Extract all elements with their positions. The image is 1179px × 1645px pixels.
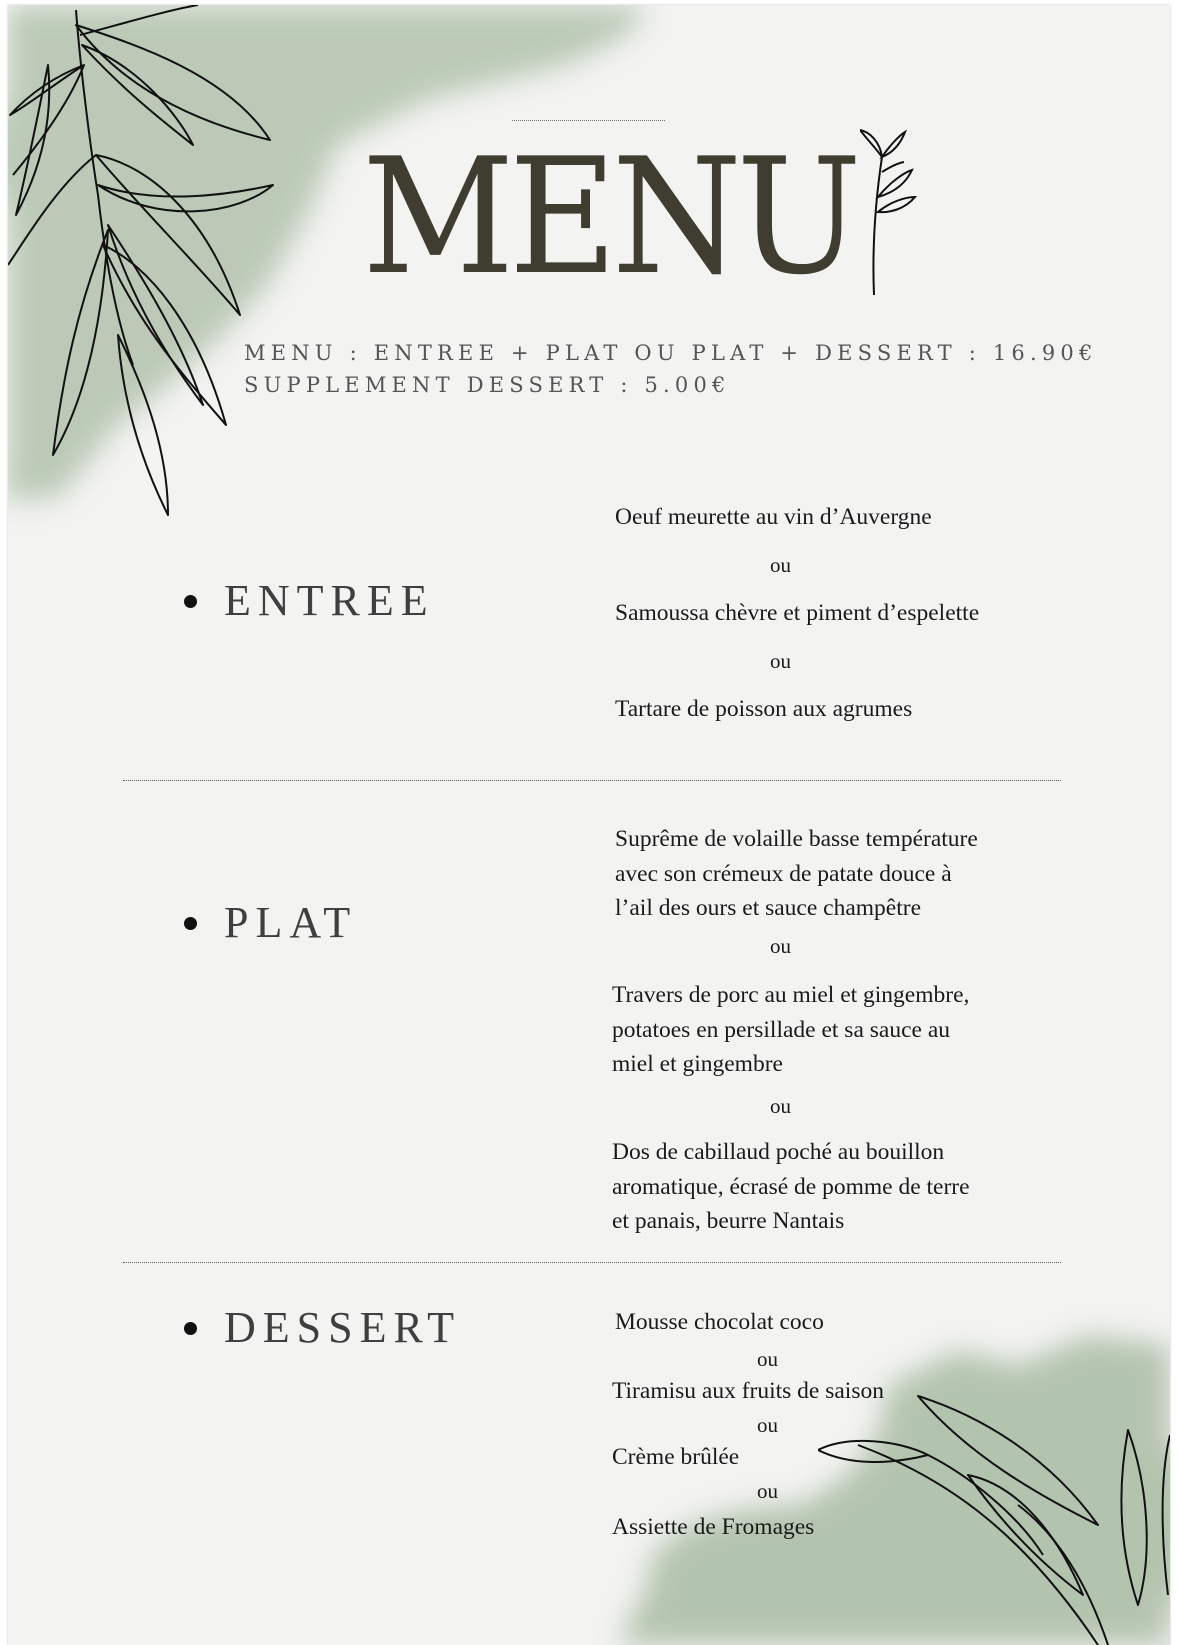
page-title: MENU: [362, 123, 857, 310]
section-divider: [123, 780, 1061, 781]
or-separator: ou: [770, 553, 791, 577]
or-separator: ou: [770, 1094, 791, 1118]
or-separator: ou: [757, 1347, 778, 1371]
dessert-item: Tiramisu aux fruits de saison: [612, 1378, 884, 1404]
dessert-item: Mousse chocolat coco: [615, 1309, 824, 1335]
dessert-supplement-line: SUPPLEMENT DESSERT : 5.00€: [244, 373, 731, 397]
leaf-branch-bottom-right: [818, 1395, 1170, 1645]
sprig-icon: [860, 127, 920, 302]
plat-item: Suprême de volaille basse température avec son crémeux de patate douce à l’ail des ours et sauce champêtre: [615, 826, 978, 921]
section-heading-entree: [184, 575, 435, 626]
or-separator: ou: [757, 1479, 778, 1503]
entree-item: Oeuf meurette au vin d’Auvergne: [615, 504, 932, 530]
section-label: ENTREE: [224, 576, 435, 625]
section-label: DESSERT: [224, 1303, 462, 1352]
bullet-icon: [184, 1322, 197, 1335]
menu-page: [8, 5, 1170, 1645]
bullet-icon: [184, 595, 197, 608]
bullet-icon: [184, 917, 197, 930]
plat-item: Travers de porc au miel et gingembre, potatoes en persillade et sa sauce au miel et gingembre: [612, 982, 970, 1077]
or-separator: ou: [757, 1413, 778, 1437]
plat-item: Dos de cabillaud poché au bouillon aromatique, écrasé de pomme de terre et panais, beurre Nantais: [612, 1139, 970, 1234]
section-label: PLAT: [224, 898, 358, 947]
section-divider: [123, 1262, 1061, 1263]
or-separator: ou: [770, 649, 791, 673]
or-separator: ou: [770, 934, 791, 958]
menu-price-line: MENU : ENTREE + PLAT OU PLAT + DESSERT : 16.90€: [244, 341, 1098, 365]
entree-item: Samoussa chèvre et piment d’espelette: [615, 600, 980, 626]
dessert-item: Crème brûlée: [612, 1444, 740, 1470]
section-heading-plat: [184, 897, 357, 948]
leaf-branch-top-left: [8, 5, 308, 545]
entree-item: Tartare de poisson aux agrumes: [615, 696, 913, 722]
section-heading-dessert: [184, 1302, 461, 1353]
top-decorative-rule: [512, 120, 665, 121]
dessert-item: Assiette de Fromages: [612, 1514, 815, 1540]
